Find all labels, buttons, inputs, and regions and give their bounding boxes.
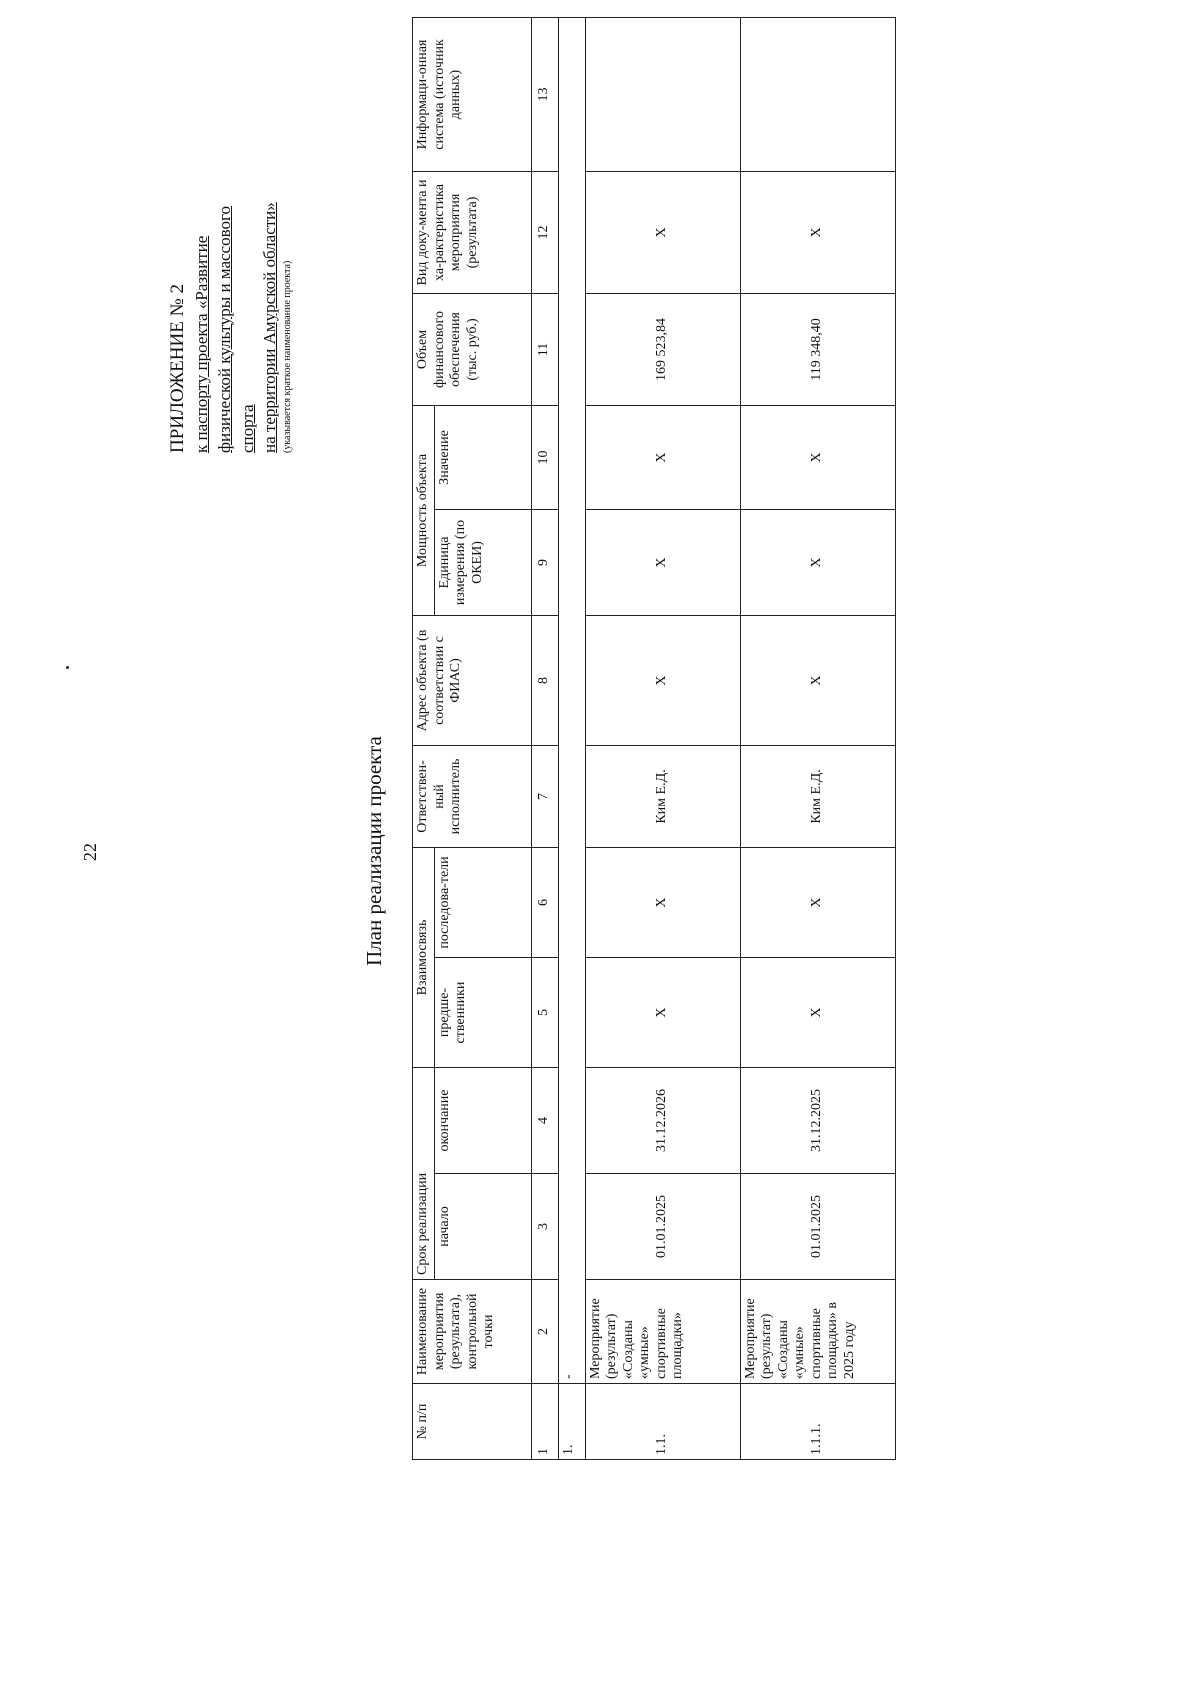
column-number: 1 xyxy=(531,1384,558,1460)
header-doc: Вид доку-мента и ха-рактеристика мероприятия (результата) xyxy=(413,171,532,293)
section-row xyxy=(558,17,585,1459)
row-info xyxy=(740,17,895,171)
row-info xyxy=(585,17,740,171)
row-end: 31.12.2026 xyxy=(585,1068,740,1174)
table-row xyxy=(740,17,895,1459)
plan-title: План реализации проекта xyxy=(362,736,386,966)
appendix-line-4: на территории Амурской области» xyxy=(260,202,280,453)
header-capacity-value: Значение xyxy=(434,405,531,509)
appendix-line-3: спорта xyxy=(237,404,257,453)
appendix-hint: (указывается краткое наименование проекта) xyxy=(282,260,294,453)
column-number-row xyxy=(531,17,558,1459)
column-number: 2 xyxy=(531,1280,558,1384)
row-finance: 169 523,84 xyxy=(585,293,740,405)
header-link-next: последова-тели xyxy=(434,848,531,958)
section-num: 1. xyxy=(558,1384,585,1460)
header-link: Взаимосвязь xyxy=(413,848,435,1068)
row-value: X xyxy=(585,405,740,509)
header-link-prev: предше-ственники xyxy=(434,958,531,1068)
column-number: 11 xyxy=(531,293,558,405)
row-num: 1.1. xyxy=(585,1384,740,1460)
row-start: 01.01.2025 xyxy=(740,1174,895,1280)
header-address: Адрес объекта (в соответствии с ФИАС) xyxy=(413,616,532,746)
header-info: Информаци-онная система (источник данных) xyxy=(413,17,532,171)
header-capacity: Мощность объекта xyxy=(413,405,435,615)
row-start: 01.01.2025 xyxy=(585,1174,740,1280)
header-term-end: окончание xyxy=(434,1068,531,1174)
column-number: 10 xyxy=(531,405,558,509)
section-name: - xyxy=(558,17,585,1383)
row-next: X xyxy=(740,848,895,958)
row-name: Мероприятие (результат) «Созданы «умные» спортивные площадки» xyxy=(585,1280,740,1384)
row-prev: X xyxy=(585,958,740,1068)
row-address: X xyxy=(585,616,740,746)
row-doc: X xyxy=(585,171,740,293)
row-unit: X xyxy=(585,510,740,616)
header-responsible: Ответствен-ный исполнитель xyxy=(413,746,532,848)
row-address: X xyxy=(740,616,895,746)
header-name: Наименование мероприятия (результата), контрольной точки xyxy=(413,1280,532,1384)
row-responsible: Ким Е.Д. xyxy=(585,746,740,848)
scan-dot xyxy=(66,666,69,669)
row-unit: X xyxy=(740,510,895,616)
appendix-title: ПРИЛОЖЕНИЕ № 2 xyxy=(167,284,188,453)
column-number: 4 xyxy=(531,1068,558,1174)
row-name: Мероприятие (результат) «Созданы «умные» спортивные площадки» в 2025 году xyxy=(740,1280,895,1384)
header-term-start: начало xyxy=(434,1174,531,1280)
column-number: 3 xyxy=(531,1174,558,1280)
appendix-line-2: физической культуры и массового xyxy=(214,205,234,453)
column-number: 8 xyxy=(531,616,558,746)
header-row-main xyxy=(413,17,435,1459)
table-row xyxy=(585,17,740,1459)
header-finance: Объем финансового обеспечения (тыс. руб.) xyxy=(413,293,532,405)
page-number: 22 xyxy=(80,843,100,861)
header-capacity-unit: Единица измерения (по ОКЕИ) xyxy=(434,510,531,616)
column-number: 12 xyxy=(531,171,558,293)
header-num: № п/п xyxy=(413,1384,532,1460)
row-doc: X xyxy=(740,171,895,293)
column-number: 5 xyxy=(531,958,558,1068)
column-number: 6 xyxy=(531,848,558,958)
header-term: Срок реализации xyxy=(413,1068,435,1280)
row-end: 31.12.2025 xyxy=(740,1068,895,1174)
row-finance: 119 348,40 xyxy=(740,293,895,405)
row-responsible: Ким Е.Д. xyxy=(740,746,895,848)
row-num: 1.1.1. xyxy=(740,1384,895,1460)
column-number: 13 xyxy=(531,17,558,171)
plan-table xyxy=(412,17,896,1460)
row-next: X xyxy=(585,848,740,958)
row-prev: X xyxy=(740,958,895,1068)
appendix-block xyxy=(165,23,294,453)
column-number: 9 xyxy=(531,510,558,616)
column-number: 7 xyxy=(531,746,558,848)
row-value: X xyxy=(740,405,895,509)
appendix-line-1: к паспорту проекта «Развитие xyxy=(191,235,211,453)
